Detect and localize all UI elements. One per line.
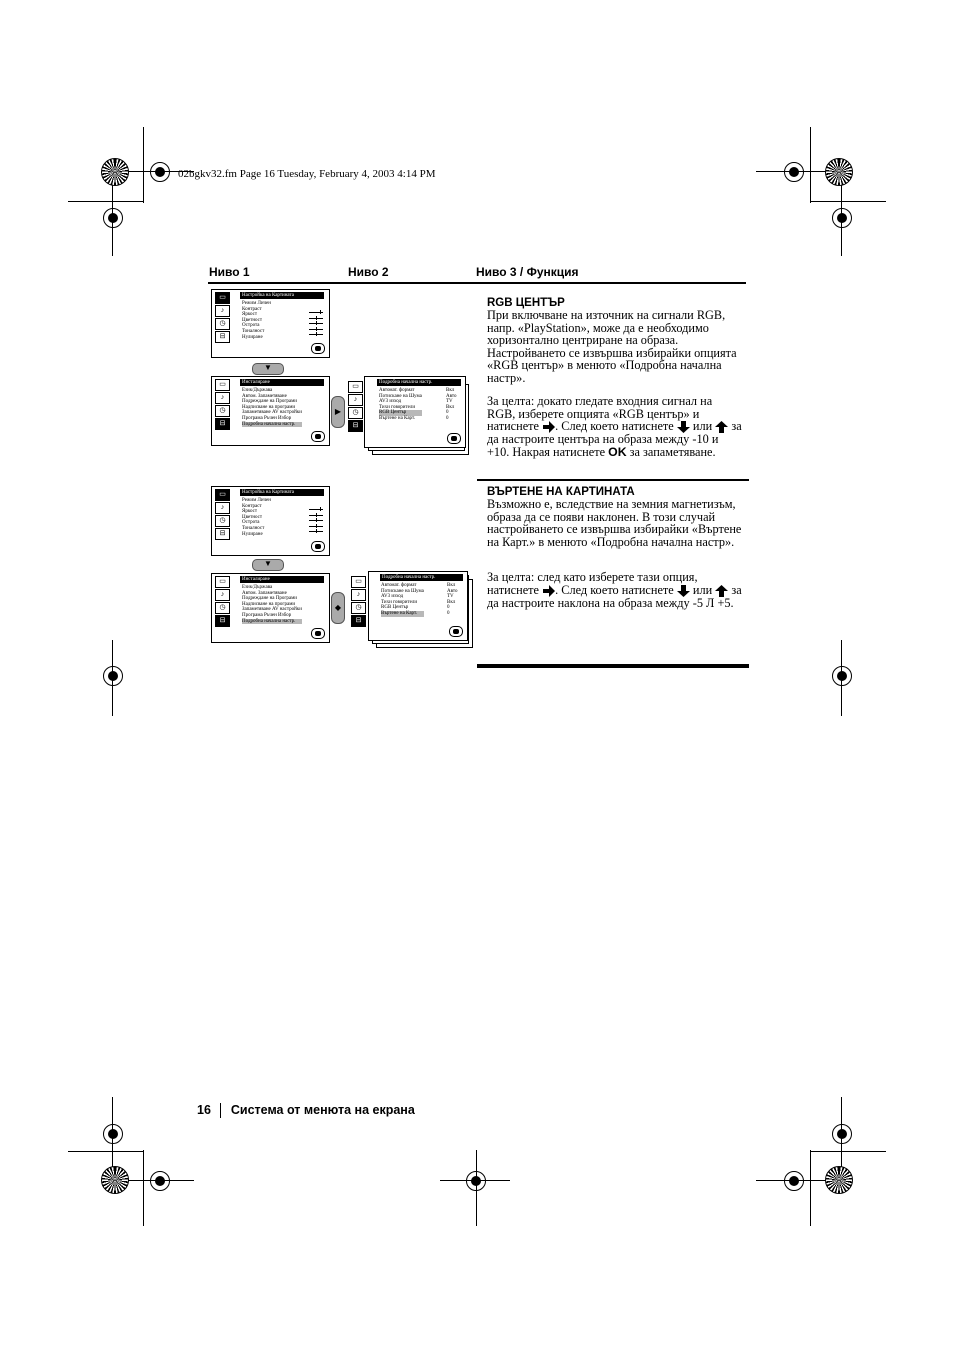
menu-value: 0 (446, 415, 449, 421)
sound-tab-icon: ♪ (351, 589, 366, 601)
text: За целта: след като изберете тази опция, натиснете (487, 570, 698, 597)
ok-button-icon (449, 626, 463, 637)
menu-value: Вкл (446, 404, 455, 410)
section-end-rule (477, 664, 749, 668)
setup-tab-icon: ⊟ (215, 615, 230, 627)
timer-tab-icon: ◷ (215, 515, 230, 527)
section-title-picture-rotation: ВЪРТЕНЕ НА КАРТИНАТА (487, 486, 635, 498)
menu-item: Запаметяване AV настройки (242, 607, 302, 613)
menu-item: RGB Център (381, 605, 409, 611)
menu-item: Тихи говорители (379, 404, 416, 410)
menu-item: Надписване на програми (242, 404, 296, 410)
registration-target-icon (784, 1171, 804, 1191)
text: за да настроите центъра на образа между -10 и +10. Накрая натиснете (487, 419, 742, 459)
section-title-rgb-center: RGB ЦЕНТЪР (487, 297, 565, 309)
menu-item: Цветност (242, 514, 263, 520)
slider-tone (309, 334, 323, 335)
menu-items (242, 585, 302, 624)
setup-tab-icon: ⊟ (348, 420, 363, 432)
menu-item: Подреждане на Програми (242, 596, 297, 602)
setup-menu-screen (211, 573, 330, 643)
updown-arrow-icon: ◆ (331, 592, 345, 624)
down-arrow-icon (252, 363, 284, 375)
registration-target-icon (103, 666, 123, 686)
menu-items (379, 388, 422, 422)
picture-menu-screen (211, 486, 330, 556)
slider-contrast (309, 312, 323, 313)
menu-value: Авто (446, 393, 457, 399)
menu-value: Вкл (446, 388, 455, 393)
slider-contrast (309, 509, 323, 510)
menu-item-selected: Подробна начална настр. (242, 422, 302, 428)
tab-column (345, 379, 365, 435)
section1-paragraph2 (487, 395, 742, 458)
registration-rosette-icon (825, 1166, 853, 1194)
menu-value: 0 (447, 605, 450, 611)
text: или (692, 582, 713, 597)
registration-target-icon (103, 208, 123, 228)
detail-menu-screen-1 (364, 376, 466, 448)
ok-button-icon (311, 541, 325, 552)
text: или (692, 419, 713, 433)
page-number: 16 (197, 1103, 211, 1117)
menu-item: Въртене на Карт. (379, 415, 416, 421)
menu-item: Тоналност (242, 328, 265, 334)
menu-title: Инсталиране (240, 576, 324, 583)
registration-target-icon (150, 1171, 170, 1191)
picture-tab-icon: ▭ (215, 576, 230, 588)
menu-item: Контраст (242, 503, 262, 509)
picture-tab-icon: ▭ (351, 576, 366, 588)
registration-rosette-icon (101, 1166, 129, 1194)
right-arrow-icon: ▶ (331, 396, 345, 428)
menu-item: Запаметяване AV настройки (242, 410, 302, 416)
menu-title: Инсталиране (240, 379, 324, 386)
setup-tab-icon: ⊟ (215, 528, 230, 540)
down-arrow-icon (252, 559, 284, 571)
menu-item: Тихи говорители (381, 599, 418, 605)
menu-item: Острота (242, 520, 260, 526)
menu-items (381, 583, 424, 617)
menu-items (242, 498, 271, 537)
sound-tab-icon: ♪ (348, 394, 363, 406)
menu-title: Настройка на Картината (240, 292, 324, 299)
menu-item: Автом. Запаметяване (242, 590, 287, 596)
slider-color (309, 520, 323, 521)
menu-item: Надписване на програми (242, 601, 296, 607)
menu-item: Контраст (242, 306, 262, 312)
menu-item: AV3 изход (381, 594, 404, 600)
timer-tab-icon: ◷ (215, 318, 230, 330)
menu-title: Подробна начална настр. (380, 574, 463, 581)
footer-section-name: Система от менюта на екрана (230, 1103, 415, 1117)
slider-sharpness (309, 526, 323, 527)
registration-target-icon (466, 1171, 486, 1191)
registration-target-icon (832, 666, 852, 686)
ok-button-icon (311, 343, 325, 354)
ok-key-label: OK (608, 444, 627, 459)
timer-tab-icon: ◷ (348, 407, 363, 419)
sound-tab-icon: ♪ (215, 392, 230, 404)
setup-tab-icon: ⊟ (215, 331, 230, 343)
section1-paragraph1: При включване на източник на сигнали RGB, напр. «PlayStation», може да е необходимо хоризонтално центриране на образа. Настройването се извършва избирайки опцията «RGB център» в менюто «Подробна начална настр». (487, 308, 737, 385)
ok-button-icon (311, 431, 325, 442)
picture-tab-icon: ▭ (215, 292, 230, 304)
menu-item: Автом. Запаметяване (242, 393, 287, 399)
menu-value: TV (447, 594, 454, 600)
menu-item: Език/Държава (242, 388, 273, 393)
picture-tab-icon: ▭ (348, 381, 363, 393)
tab-column (348, 574, 368, 630)
sound-tab-icon: ♪ (215, 502, 230, 514)
setup-menu-screen (211, 376, 330, 446)
registration-rosette-icon (825, 158, 853, 186)
menu-title: Настройка на Картината (240, 489, 324, 496)
menu-item: AV3 изход (379, 399, 402, 405)
slider-color (309, 323, 323, 324)
text: За целта: докато гледате входния сигнал на RGB, изберете опцията «RGB център» и натиснете (487, 394, 713, 433)
registration-target-icon (784, 162, 804, 182)
menu-item: Език/Държава (242, 585, 273, 590)
menu-value: 0 (446, 410, 449, 416)
detail-menu-screen-2 (368, 571, 468, 641)
picture-tab-icon: ▭ (215, 489, 230, 501)
slider-sharpness (309, 329, 323, 330)
menu-item: Потискане на Шума (379, 393, 422, 399)
menu-item-selected: Въртене на Карт. (381, 611, 424, 617)
timer-tab-icon: ◷ (351, 602, 366, 614)
menu-item-selected: RGB Център (379, 410, 422, 416)
menu-item: Нулиране (242, 334, 263, 340)
menu-item: Потискане на Шума (381, 588, 424, 594)
sound-tab-icon: ♪ (215, 589, 230, 601)
registration-target-icon (832, 208, 852, 228)
menu-title: Подробна начална настр. (377, 379, 461, 386)
picture-menu-screen (211, 289, 330, 358)
section2-paragraph2 (487, 571, 742, 609)
menu-item: Яркост (242, 312, 258, 318)
slider-brightness (309, 318, 323, 319)
menu-item: Автомат. формат (379, 388, 415, 393)
timer-tab-icon: ◷ (215, 602, 230, 614)
footer-divider (220, 1103, 221, 1118)
header-rule (208, 282, 746, 284)
menu-item-selected: Подробна начална настр. (242, 619, 302, 625)
registration-rosette-icon (101, 158, 129, 186)
picture-tab-icon: ▭ (215, 379, 230, 391)
menu-values (446, 388, 456, 422)
text: . След което натиснете (555, 419, 674, 433)
section2-paragraph1: Възможно е, вследствие на земния магнетизъм, образа да се появи наклонен. В този случай настройването се извършва избирайки «Въртене на Карт.» в менюто «Подробна начална настр». (487, 497, 742, 549)
column-heading-level3: Ниво 3 / Функция (476, 265, 579, 279)
menu-item: Нулиране (242, 531, 263, 537)
timer-tab-icon: ◷ (215, 405, 230, 417)
setup-tab-icon: ⊟ (215, 418, 230, 430)
registration-target-icon (150, 162, 170, 182)
menu-item: Тоналност (242, 525, 265, 531)
menu-item: Яркост (242, 509, 258, 515)
slider-brightness (309, 515, 323, 516)
column-heading-level2: Ниво 2 (348, 265, 389, 279)
menu-value: Авто (447, 588, 458, 594)
menu-value: TV (446, 399, 453, 405)
menu-item: Цветност (242, 317, 263, 323)
menu-item: Програма Ръчен Избор (242, 612, 292, 618)
text: за да настроите наклона на образа между -5 Л +5. (487, 582, 742, 610)
menu-value: Вкл (447, 583, 456, 588)
menu-item: Режим Личен (242, 498, 271, 503)
text: . След което натиснете (555, 582, 674, 597)
sound-tab-icon: ♪ (215, 305, 230, 317)
section-rule (477, 479, 749, 481)
text: за запаметяване. (629, 444, 716, 459)
menu-item: Автомат. формат (381, 583, 417, 588)
menu-items (242, 388, 302, 427)
menu-values (447, 583, 457, 617)
menu-value: 0 (447, 610, 450, 616)
menu-item: Програма Ръчен Избор (242, 415, 292, 421)
slider-tone (309, 531, 323, 532)
ok-button-icon (311, 628, 325, 639)
file-header: 02bgkv32.fm Page 16 Tuesday, February 4, 2003 4:14 PM (178, 168, 436, 180)
menu-items (242, 301, 271, 340)
page-footer (197, 1103, 415, 1118)
ok-button-icon (447, 433, 461, 444)
menu-item: Режим Личен (242, 301, 271, 306)
menu-value: Вкл (447, 599, 456, 605)
menu-item: Подреждане на Програми (242, 399, 297, 405)
setup-tab-icon: ⊟ (351, 615, 366, 627)
menu-item: Острота (242, 323, 260, 329)
registration-target-icon (832, 1124, 852, 1144)
registration-target-icon (103, 1124, 123, 1144)
column-heading-level1: Ниво 1 (209, 265, 250, 279)
